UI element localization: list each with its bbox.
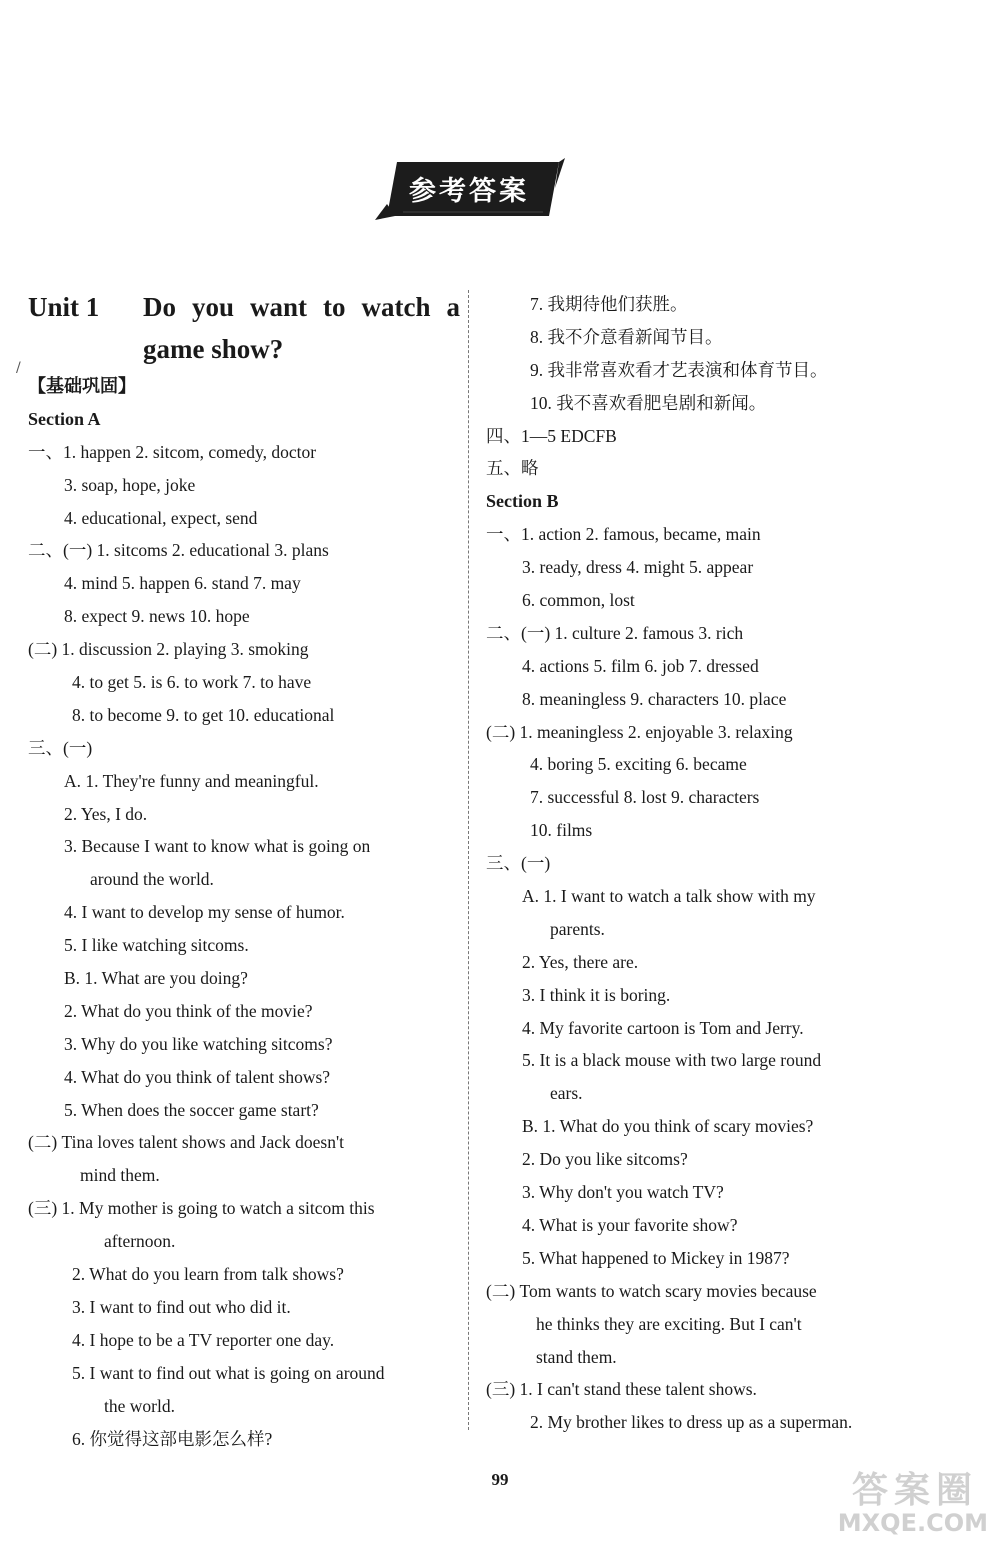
answer-line: 7. 我期待他们获胜。 [530,294,688,314]
answer-line: 5. What happened to Mickey in 1987? [522,1247,790,1268]
answer-line: (三) 1. My mother is going to watch a sitcom this [28,1198,375,1219]
answer-line: 5. It is a black mouse with two large round [522,1050,822,1071]
answer-line: 10. 我不喜欢看肥皂剧和新闻。 [530,392,767,413]
answer-line: (二) Tina loves talent shows and Jack doesn't [28,1132,345,1153]
section-a-heading: Section A [28,408,101,429]
answer-line: 3. soap, hope, joke [64,474,196,495]
answer-line: 8. 我不介意看新闻节目。 [530,326,723,347]
watermark-url: MXQE.COM [837,1509,988,1537]
page-number: 99 [491,1470,509,1489]
right-column [486,288,926,1439]
answer-line: 一、1. happen 2. sitcom, comedy, doctor [28,441,317,462]
answer-line: (二) Tom wants to watch scary movies because [486,1280,817,1301]
answer-line: 2. Yes, there are. [522,951,639,972]
answer-line: 2. Do you like sitcoms? [522,1149,688,1170]
unit-title-word: you [191,292,235,322]
answer-line: 8. to become 9. to get 10. educational [72,704,335,725]
answer-line: A. 1. They're funny and meaningful. [64,770,319,791]
answer-line: 4. What is your favorite show? [522,1214,738,1235]
answer-line: 6. common, lost [522,590,635,611]
answer-line: 5. I like watching sitcoms. [64,935,249,956]
answer-line: parents. [550,918,605,939]
answer-line: 四、1—5 EDCFB [486,425,617,446]
unit-heading [28,286,460,370]
banner-title: 参考答案 [409,175,529,207]
answer-line: (二) 1. meaningless 2. enjoyable 3. relaxing [486,721,793,742]
answer-line: 二、(一) 1. culture 2. famous 3. rich [486,622,744,643]
answer-line: 5. I want to find out what is going on around [72,1362,385,1383]
answer-line: the world. [104,1395,175,1416]
answer-line: 2. My brother likes to dress up as a superman. [530,1412,853,1433]
answer-line: 3. Why don't you watch TV? [522,1182,724,1203]
answer-line: 4. to get 5. is 6. to work 7. to have [72,672,312,693]
answer-line: 2. What do you think of the movie? [64,1000,313,1021]
answer-line: 6. 你觉得这部电影怎么样? [72,1428,273,1449]
answer-line: 4. boring 5. exciting 6. became [530,754,747,775]
answer-line: mind them. [80,1165,160,1186]
answer-line: 3. Because I want to know what is going on [64,836,371,857]
margin-mark: / [16,360,21,376]
answer-line: 二、(一) 1. sitcoms 2. educational 3. plans [28,540,329,561]
answer-line: ears. [550,1083,583,1104]
unit-number: Unit 1 [28,292,100,322]
answer-line: 2. Yes, I do. [64,803,148,824]
answer-line: 4. What do you think of talent shows? [64,1066,331,1087]
answer-line: 3. ready, dress 4. might 5. appear [522,557,754,578]
answer-line: around the world. [90,869,214,890]
answer-line: 五、略 [486,458,539,479]
answer-line: B. 1. What do you think of scary movies? [522,1116,814,1137]
answer-line: 8. expect 9. news 10. hope [64,606,250,627]
answer-line: he thinks they are exciting. But I can't [536,1313,802,1334]
answer-line: 4. mind 5. happen 6. stand 7. may [64,573,301,594]
answer-line: 10. films [530,820,593,841]
unit-title-word: to [323,292,346,322]
answer-line: B. 1. What are you doing? [64,968,248,989]
answer-line: 4. I want to develop my sense of humor. [64,902,345,923]
section-heading-consolidation: 【基础巩固】 [28,376,136,396]
answer-line: 3. I think it is boring. [522,984,671,1005]
answer-line: stand them. [536,1346,617,1367]
answer-line: 9. 我非常喜欢看才艺表演和体育节目。 [530,359,828,380]
left-column [28,288,460,1455]
answer-line: 5. When does the soccer game start? [64,1099,319,1120]
answer-line: 7. successful 8. lost 9. characters [530,787,760,808]
watermark-text: 答案圈 [851,1470,978,1511]
answer-line: (二) 1. discussion 2. playing 3. smoking [28,639,309,660]
section-b-heading: Section B [486,491,559,512]
answer-line: 8. meaningless 9. characters 10. place [522,688,787,709]
answer-line: 三、(一) [28,737,93,758]
unit-title-word: Do [143,292,176,322]
answer-line: (三) 1. I can't stand these talent shows. [486,1379,757,1400]
answer-line: A. 1. I want to watch a talk show with my [522,886,816,907]
answer-line: 4. educational, expect, send [64,507,258,528]
answer-line: afternoon. [104,1231,176,1252]
answer-banner [373,158,565,226]
answer-line: 3. I want to find out who did it. [72,1296,291,1317]
column-divider [468,290,469,1430]
answer-line: 三、(一) [486,853,551,874]
answer-line: 3. Why do you like watching sitcoms? [64,1033,333,1054]
answer-line: 一、1. action 2. famous, became, main [486,524,761,545]
answer-line: 4. I hope to be a TV reporter one day. [72,1329,335,1350]
unit-title-word: want [250,292,308,322]
unit-title-line2: game show? [143,334,284,364]
unit-title-word: watch [361,292,431,322]
answer-line: 2. What do you learn from talk shows? [72,1264,344,1285]
unit-title-word: a [446,292,460,322]
watermark-logo [772,1462,994,1544]
answer-line: 4. actions 5. film 6. job 7. dressed [522,655,759,676]
answer-line: 4. My favorite cartoon is Tom and Jerry. [522,1017,804,1038]
